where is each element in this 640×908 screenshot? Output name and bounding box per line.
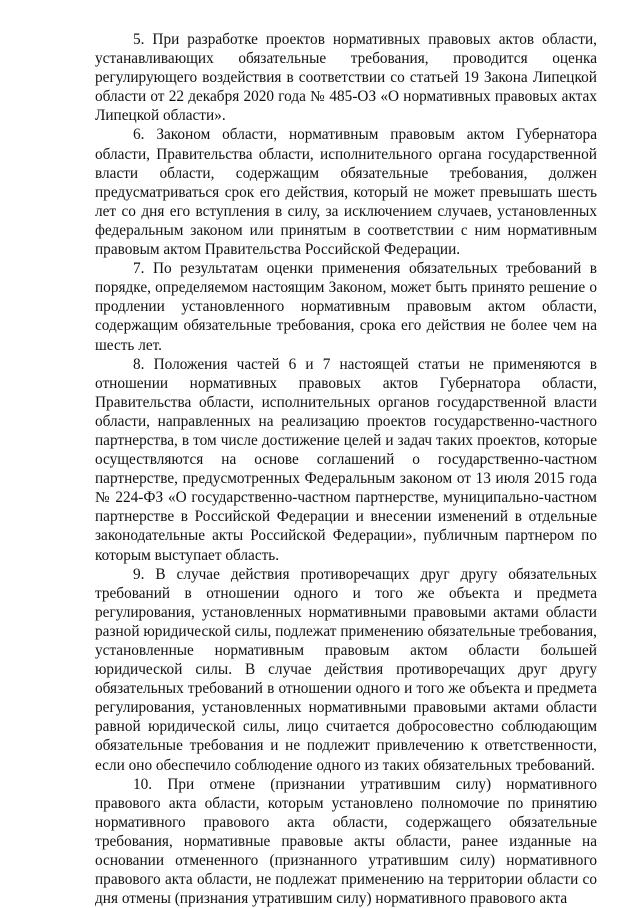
paragraph-5: 5. При разработке проектов нормативных правовых актов области, устанавливающих обязательные требования, проводится оценка регулирующего воздействия в соответствии со статьей 19 Закона Липецкой области от 22 декабря 2020 года № 485-ОЗ «О нормативных правовых актах Липецкой области».	[95, 31, 597, 125]
paragraph-8: 8. Положения частей 6 и 7 настоящей статьи не применяются в отношении нормативных правовых актов Губернатора области, Правительства области, исполнительных органов государственной власти области, направленных на реализацию проектов государственно-частного партнерства, в том числе достижение целей и задач таких проектов, которые осуществляются на основе соглашений о государственно-частном партнерстве, предусмотренных Федеральным законом от 13 июля 2015 года № 224-ФЗ «О государственно-частном партнерстве, муниципально-частном партнерстве в Российской Федерации и внесении изменений в отдельные законодательные акты Российской Федерации», публичным партнером по которым выступает область.	[95, 355, 597, 564]
paragraph-9: 9. В случае действия противоречащих друг другу обязательных требований в отношении одного и того же объекта и предмета регулирования, установленных нормативными правовыми актами области разной юридической силы, подлежат применению обязательные требования, установленные нормативным правовым актом области большей юридической силы. В случае действия противоречащих друг другу обязательных требований в отношении одного и того же объекта и предмета регулирования, установленных нормативными правовыми актами области равной юридической силы, лицо считается добросовестно соблюдающим обязательные требования и не подлежит привлечению к ответственности, если оно обеспечило соблюдение одного из таких обязательных требований.	[95, 565, 597, 774]
paragraph-7: 7. По результатам оценки применения обязательных требований в порядке, определяемом настоящим Законом, может быть принято решение о продлении установленного нормативным правовым актом области, содержащим обязательные требования, срока его действия не более чем на шесть лет.	[95, 260, 597, 354]
paragraph-6: 6. Законом области, нормативным правовым актом Губернатора области, Правительства области, исполнительного органа государственной власти области, содержащим обязательные требования, должен предусматриваться срок его действия, который не может превышать шесть лет со дня его вступления в силу, за исключением случаев, установленных федеральным законом или принятым в соответствии с ним нормативным правовым актом Правительства Российской Федерации.	[95, 126, 597, 259]
document-page	[95, 30, 597, 908]
paragraph-10: 10. При отмене (признании утратившим силу) нормативного правового акта области, которым установлено полномочие по принятию нормативного правового акта области, содержащего обязательные требования, нормативные правовые акты области, ранее изданные на основании отмененного (признанного утратившим силу) нормативного правового акта области, не подлежат применению на территории области со дня отмены (признания утратившим силу) нормативного правового акта	[95, 775, 597, 908]
